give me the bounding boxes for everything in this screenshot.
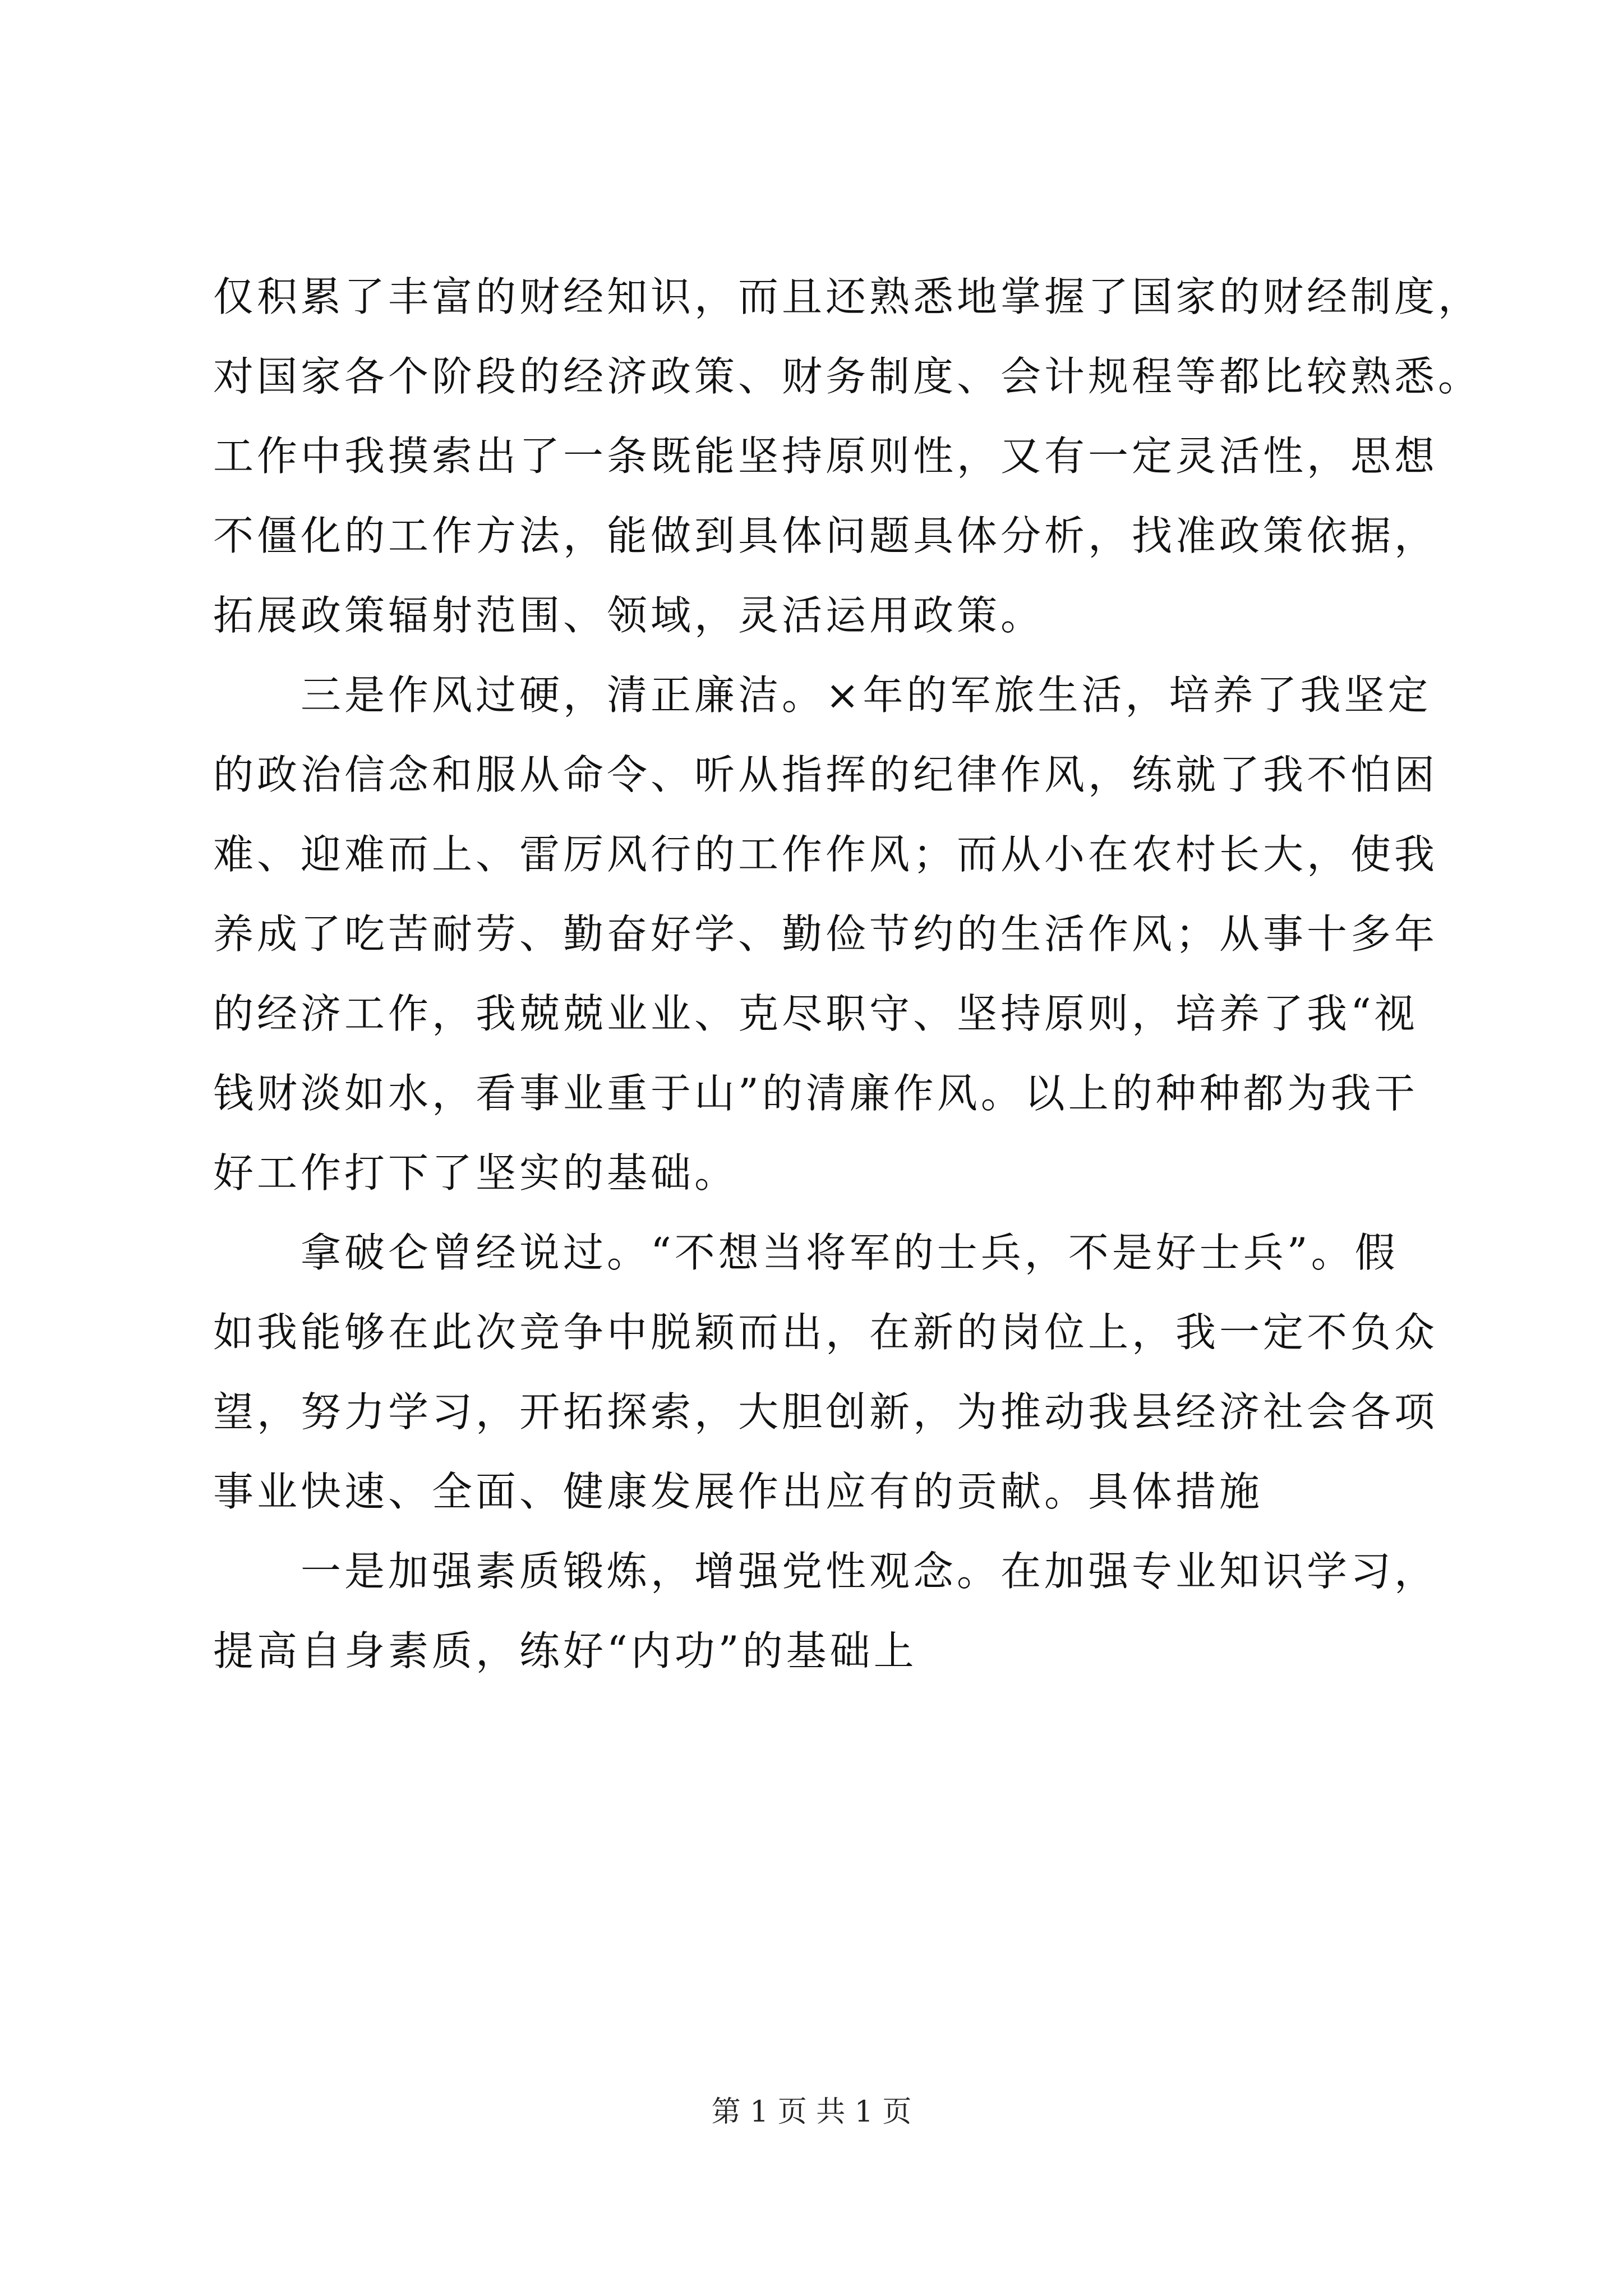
text-line: 事业快速、全面、健康发展作出应有的贡献。具体措施: [213, 1468, 1264, 1515]
text-line: 提高自身素质，练好“内功”的基础上: [213, 1627, 917, 1674]
text-line: 望，努力学习，开拓探索，大胆创新，为推动我县经济社会各项: [213, 1388, 1438, 1435]
text-line: 的经济工作，我兢兢业业、克尽职守、坚持原则，培养了我“视: [213, 990, 1418, 1037]
text-line: 如我能够在此次竞争中脱颖而出，在新的岗位上，我一定不负众: [213, 1309, 1438, 1356]
text-line: 难、迎难而上、雷厉风行的工作作风；而从小在农村长大，使我: [213, 831, 1438, 878]
text-line: 拿破仑曾经说过。“不想当将军的士兵，不是好士兵”。假: [301, 1229, 1399, 1276]
page-number-label: 第 1 页 共 1 页: [711, 2095, 912, 2129]
text-line: 好工作打下了坚实的基础。: [213, 1149, 739, 1197]
text-line: 仅积累了丰富的财经知识，而且还熟悉地掌握了国家的财经制度，: [213, 273, 1482, 320]
text-line: 钱财淡如水，看事业重于山”的清廉作风。以上的种种都为我干: [213, 1070, 1418, 1117]
text-line: 不僵化的工作方法，能做到具体问题具体分析，找准政策依据，: [213, 512, 1438, 559]
paragraph-1: [213, 257, 1482, 655]
text-line: 拓展政策辐射范围、领域，灵活运用政策。: [213, 592, 1045, 639]
page-footer: [0, 2092, 1623, 2132]
paragraph-2: [213, 655, 1458, 1213]
text-line: 三是作风过硬，清正廉洁。×年的军旅生活，培养了我坚定: [301, 671, 1432, 719]
text-line: 一是加强素质锻炼，增强党性观念。在加强专业知识学习，: [301, 1548, 1438, 1595]
text-line: 对国家各个阶段的经济政策、财务制度、会计规程等都比较熟悉。: [213, 353, 1482, 400]
paragraph-3: [213, 1213, 1458, 1531]
paragraph-4: [213, 1531, 1458, 1691]
text-line: 的政治信念和服从命令、听从指挥的纪律作风，练就了我不怕困: [213, 751, 1438, 798]
document-body: [213, 257, 1482, 1691]
text-line: 养成了吃苦耐劳、勤奋好学、勤俭节约的生活作风；从事十多年: [213, 910, 1438, 958]
text-line: 工作中我摸索出了一条既能坚持原则性，又有一定灵活性，思想: [213, 432, 1438, 480]
